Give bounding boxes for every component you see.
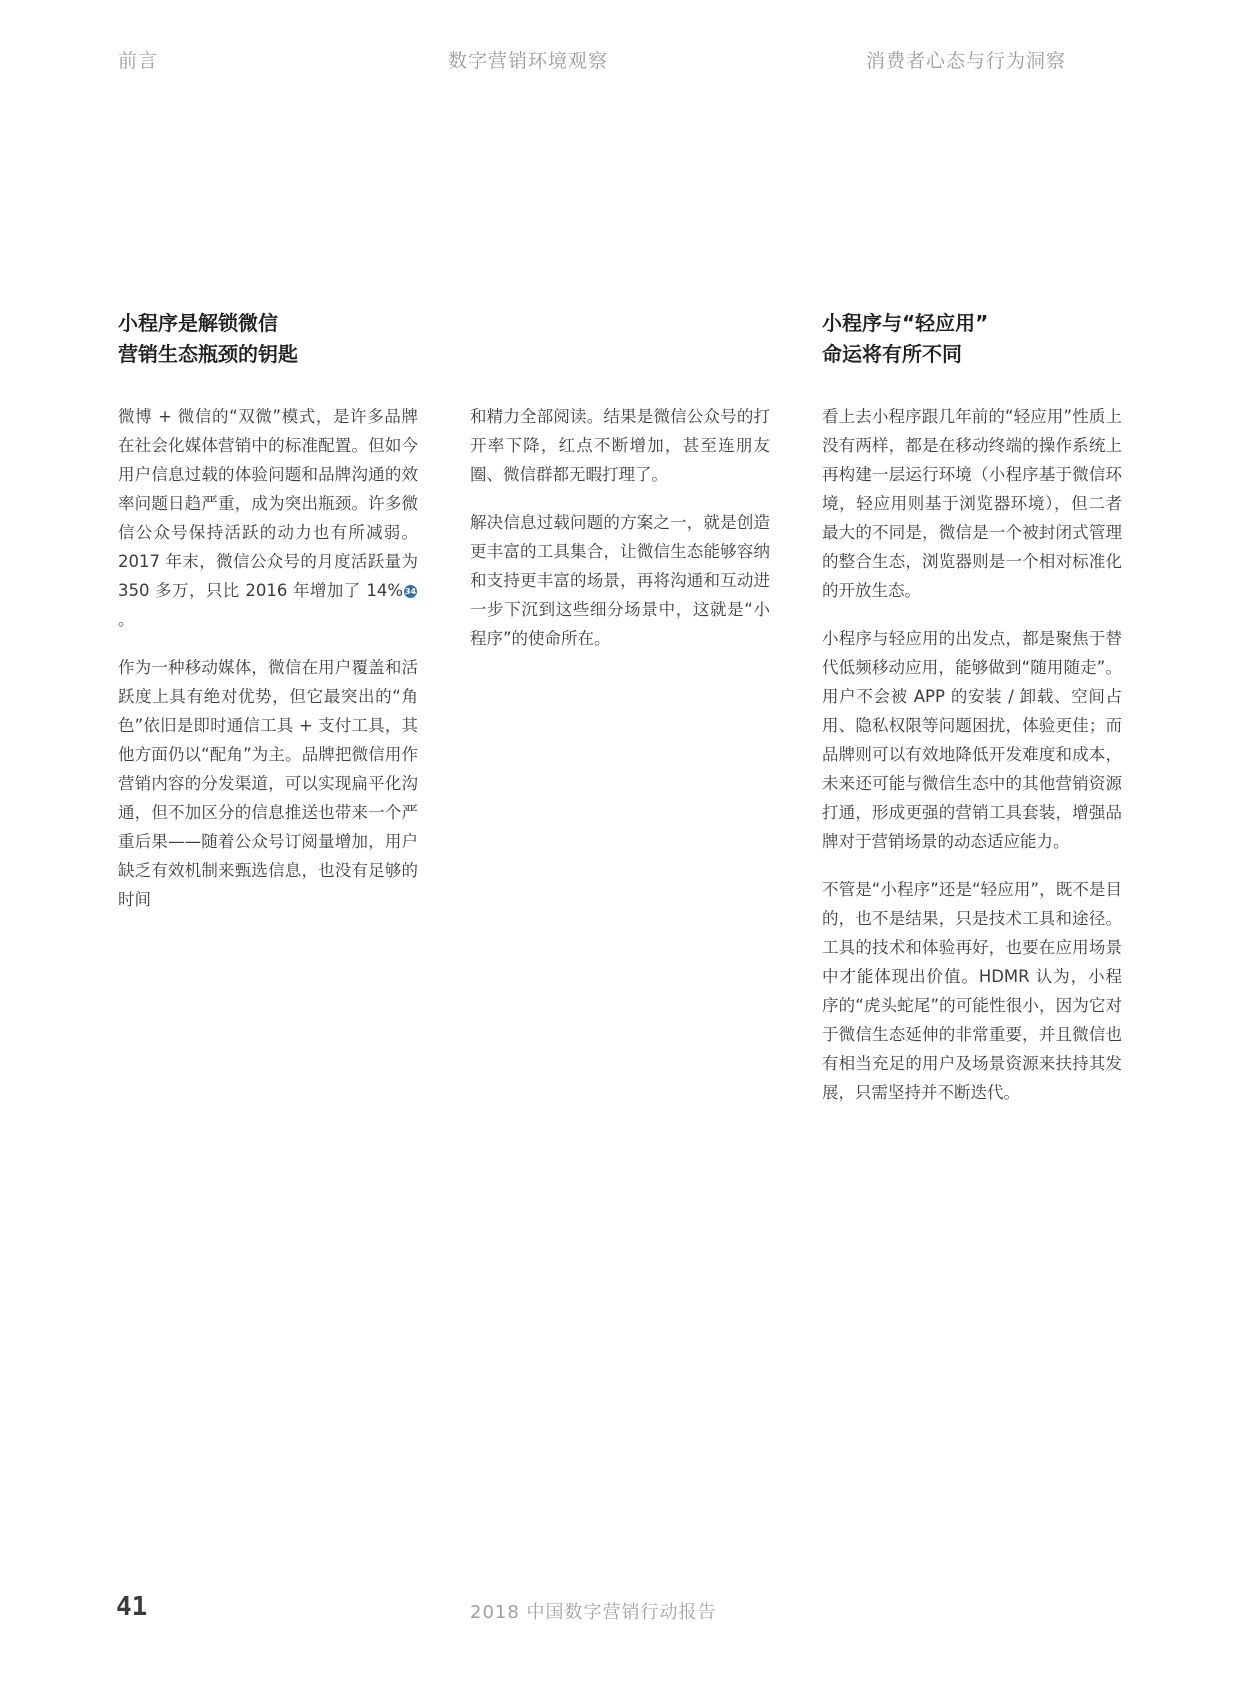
paragraph [118, 402, 418, 634]
section-title-mini-program-key [118, 308, 418, 370]
paragraph: 作为一种移动媒体，微信在用户覆盖和活跃度上具有绝对优势，但它最突出的“角色”依旧是即时通信工具 + 支付工具，其他方面仍以“配角”为主。品牌把微信用作营销内容的分发渠道，可以实现扁平化沟通，但不加区分的信息推送也带来一个严重后果——随着公众号订阅量增加，用户缺乏有效机制来甄选信息，也没有足够的时间 [118, 658, 418, 909]
page-number: 41 [116, 1592, 148, 1622]
middle-column [470, 402, 770, 672]
section-title-line: 小程序与“轻应用” [822, 311, 989, 335]
paragraph: 和精力全部阅读。结果是微信公众号的打开率下降，红点不断增加，甚至连朋友圈、微信群都无暇打理了。 [470, 407, 770, 484]
nav-digital-marketing-environment[interactable]: 数字营销环境观察 [448, 50, 609, 72]
section-title-line: 命运将有所不同 [822, 342, 962, 366]
left-column [118, 308, 418, 933]
paragraph: 解决信息过载问题的方案之一，就是创造更丰富的工具集合，让微信生态能够容纳和支持更丰富的场景，再将沟通和互动进一步下沉到这些细分场景中，这就是“小程序”的使命所在。 [470, 513, 770, 648]
section-title-line: 小程序是解锁微信 [118, 311, 278, 335]
nav-consumer-insight[interactable]: 消费者心态与行为洞察 [866, 50, 1067, 72]
paragraph-text: 微博 + 微信的“双微”模式，是许多品牌在社会化媒体营销中的标准配置。但如今用户信息过载的体验问题和品牌沟通的效率问题日趋严重，成为突出瓶颈。许多微信公众号保持活跃的动力也有所减弱。2017 年末，微信公众号的月度活跃量为 350 多万，只比 2016 年增加了 14% [118, 407, 418, 600]
paragraph: 小程序与轻应用的出发点，都是聚焦于替代低频移动应用，能够做到“随用随走”。用户不会被 APP 的安装 / 卸载、空间占用、隐私权限等问题困扰，体验更佳；而品牌则可以有效地降低开发难度和成本，未来还可能与微信生态中的其他营销资源打通，形成更强的营销工具套装，增强品牌对于营销场景的动态适应能力。 [822, 629, 1122, 851]
section-title-line: 营销生态瓶颈的钥匙 [118, 342, 298, 366]
nav-preface[interactable]: 前言 [118, 50, 159, 72]
paragraph: 看上去小程序跟几年前的“轻应用”性质上没有两样，都是在移动终端的操作系统上再构建一层运行环境（小程序基于微信环境，轻应用则基于浏览器环境），但二者最大的不同是，微信是一个被封闭式管理的整合生态，浏览器则是一个相对标准化的开放生态。 [822, 407, 1122, 600]
section-title-light-app [822, 308, 1122, 370]
reference-badge[interactable]: 34 [404, 587, 417, 596]
report-title: 2018 中国数字营销行动报告 [470, 1602, 717, 1623]
right-column [822, 308, 1122, 1126]
paragraph: 不管是“小程序”还是“轻应用”，既不是目的，也不是结果，只是技术工具和途径。工具的技术和体验再好，也要在应用场景中才能体现出价值。HDMR 认为，小程序的“虎头蛇尾”的可能性很小，因为它对于微信生态延伸的非常重要，并且微信也有相当充足的用户及场景资源来扶持其发展，只需坚持并不断迭代。 [822, 880, 1122, 1102]
paragraph-end: 。 [118, 610, 135, 629]
